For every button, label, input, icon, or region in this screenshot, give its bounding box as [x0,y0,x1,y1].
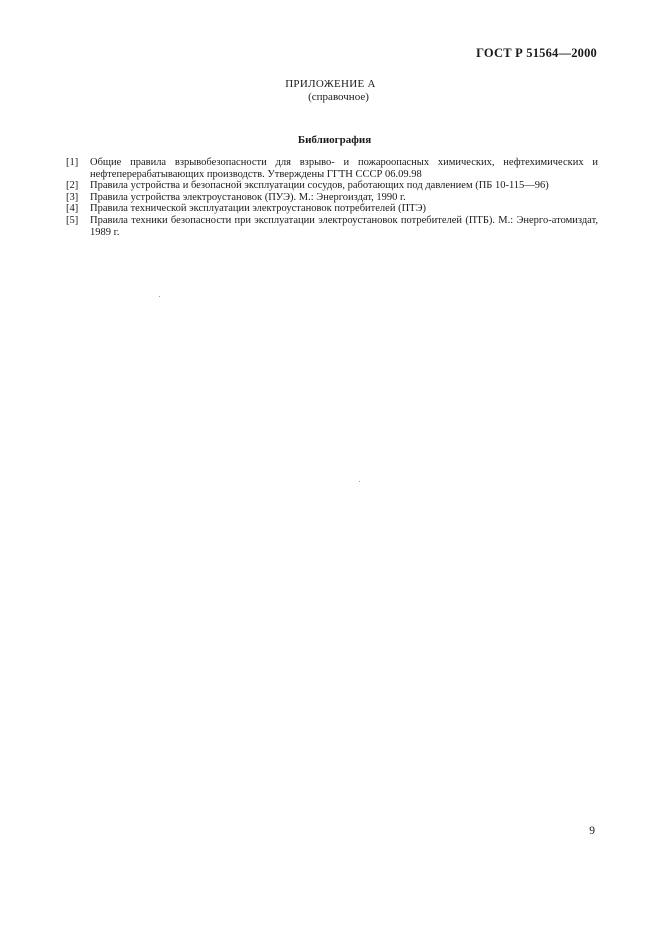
bibliography-item [66,157,598,180]
bibliography-item-number: [4] [66,203,79,215]
bibliography-item-text: Правила устройства и безопасной эксплуатации сосудов, работающих под давлением (ПБ 10-115—96) [90,180,549,192]
appendix-heading [0,78,661,104]
appendix-subtitle: (справочное) [308,91,369,103]
bibliography-item-number: [3] [66,191,79,203]
bibliography-item [66,203,598,215]
bibliography-item-text: Правила технической эксплуатации электроустановок потребителей (ПТЭ) [90,203,426,215]
bibliography-item [66,215,598,238]
bibliography-list [66,157,598,238]
bibliography-item-number: [2] [66,180,79,192]
scan-speck [159,296,160,297]
standard-code: ГОСТ Р 51564—2000 [476,46,597,60]
bibliography-item [66,180,598,192]
bibliography-item-text: Общие правила взрывобезопасности для взрыво- и пожароопасных химических, нефтехимических и нефтеперерабатывающих производств. Утверждены ГГТН СССР 06.09.98 [90,157,598,180]
page-number: 9 [589,825,595,837]
bibliography-item-number: [1] [66,157,79,168]
bibliography-title: Библиография [297,134,372,146]
scan-speck [359,481,360,482]
bibliography-item [66,192,598,204]
bibliography-item-text: Правила техники безопасности при эксплуатации электроустановок потребителей (ПТБ). М.: Энерго-атомиздат, 1989 г. [90,214,598,238]
bibliography-item-number: [5] [66,214,79,226]
bibliography-item-text: Правила устройства электроустановок (ПУЭ). М.: Энергоиздат, 1990 г. [90,191,406,203]
appendix-title: ПРИЛОЖЕНИЕ А [285,78,376,90]
